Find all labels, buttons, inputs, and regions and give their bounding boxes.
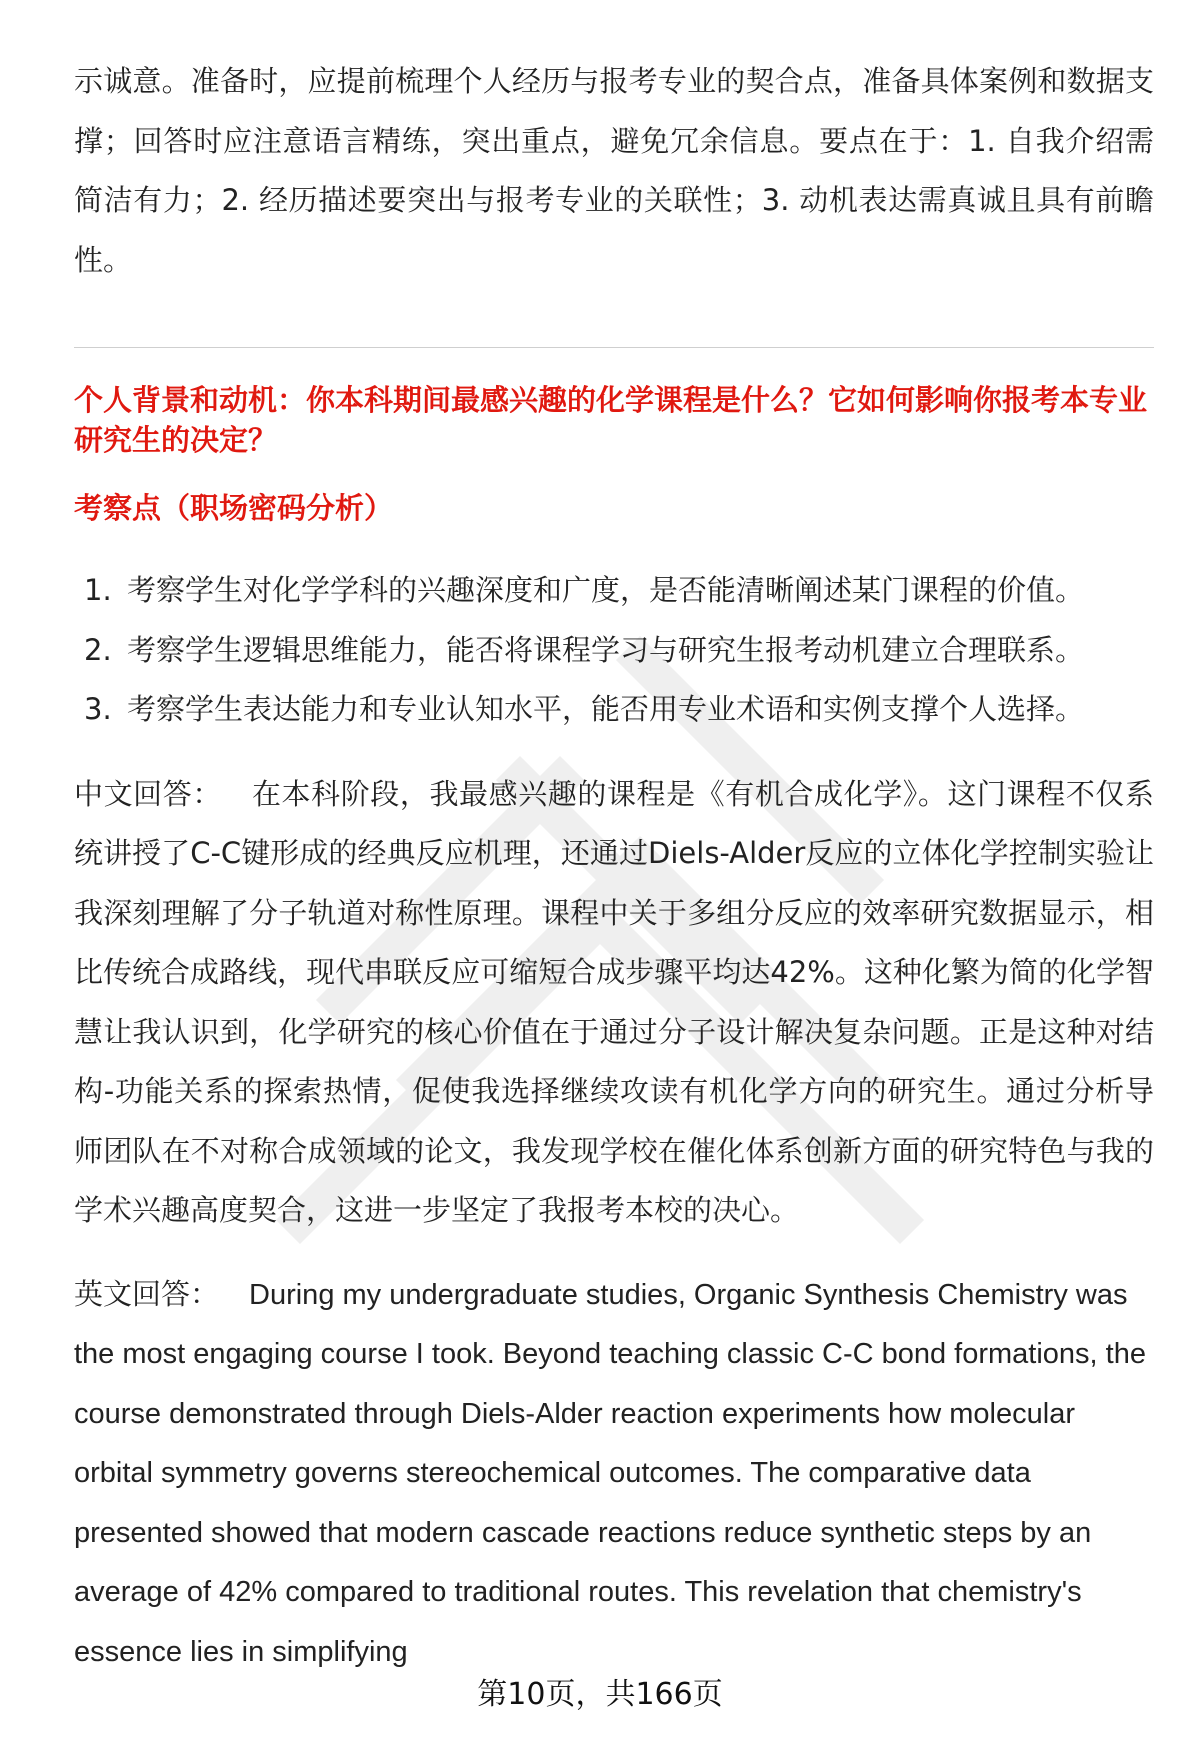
list-item-text: 考察学生表达能力和专业认知水平，能否用专业术语和实例支撑个人选择。 xyxy=(127,692,1085,726)
english-answer-text: During my undergraduate studies, Organic Synthesis Chemistry was the most engaging course I took. Beyond teaching classic C-C bond formations, the course demonstrated through Diels-Alder reaction experiments how molecular orbital symmetry governs stereochemical outcomes. The comparative data presented showed that modern cascade reactions reduce synthetic steps by an average of 42% compared to traditional routes. This revelation that chemistry's essence lies in simplifying xyxy=(74,1278,1146,1668)
list-item-text: 考察学生对化学学科的兴趣深度和广度，是否能清晰阐述某门课程的价值。 xyxy=(127,573,1085,607)
chinese-answer-text: 在本科阶段，我最感兴趣的课程是《有机合成化学》。这门课程不仅系统讲授了C-C键形成的经典反应机理，还通过Diels-Alder反应的立体化学控制实验让我深刻理解了分子轨道对称性原理。课程中关于多组分反应的效率研究数据显示，相比传统合成路线，现代串联反应可缩短合成步骤平均达42%。这种化繁为简的化学智慧让我认识到，化学研究的核心价值在于通过分子设计解决复杂问题。正是这种对结构-功能关系的探索热情，促使我选择继续攻读有机化学方向的研究生。通过分析导师团队在不对称合成领域的论文，我发现学校在催化体系创新方面的研究特色与我的学术兴趣高度契合，这进一步坚定了我报考本校的决心。 xyxy=(74,776,1154,1227)
list-item xyxy=(74,621,1154,681)
list-item-number: 1. xyxy=(84,573,112,607)
document-page xyxy=(74,52,1154,1682)
english-answer-label: 英文回答： xyxy=(74,1278,220,1311)
assessment-heading: 考察点（职场密码分析） xyxy=(74,491,394,525)
section-divider xyxy=(74,347,1154,348)
list-item-number: 3. xyxy=(84,692,112,726)
list-item xyxy=(74,561,1154,621)
chinese-answer-label: 中文回答： xyxy=(74,776,222,811)
list-item xyxy=(74,680,1154,740)
intro-paragraph: 示诚意。准备时，应提前梳理个人经历与报考专业的契合点，准备具体案例和数据支撑；回答时应注意语言精练，突出重点，避免冗余信息。要点在于：1. 自我介绍需简洁有力；2. 经历描述要突出与报考专业的关联性；3. 动机表达需真诚且具有前瞻性。 xyxy=(74,64,1154,277)
assessment-points-list xyxy=(74,561,1154,740)
page-number-footer: 第10页，共166页 xyxy=(477,1677,723,1712)
chinese-answer xyxy=(74,765,1154,1241)
list-item-text: 考察学生逻辑思维能力，能否将课程学习与研究生报考动机建立合理联系。 xyxy=(127,632,1085,667)
question-heading: 个人背景和动机：你本科期间最感兴趣的化学课程是什么？它如何影响你报考本专业研究生的决定？ xyxy=(74,383,1148,457)
english-answer xyxy=(74,1266,1154,1683)
list-item-number: 2. xyxy=(84,632,112,667)
